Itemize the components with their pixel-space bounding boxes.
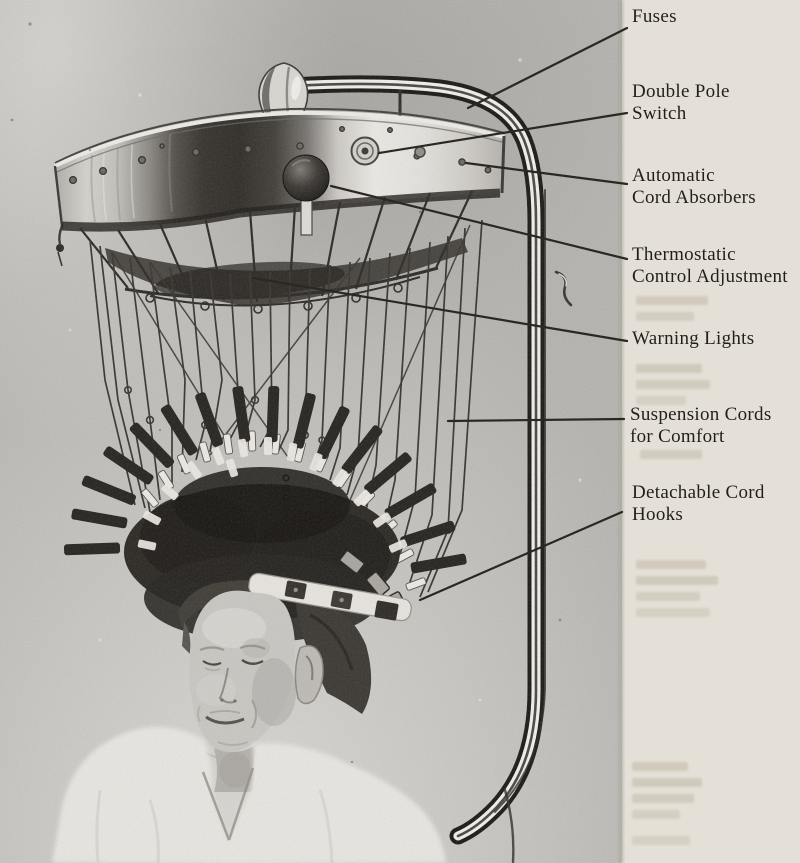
label-suspension-cords-for-comfort — [630, 404, 772, 448]
label-text: Suspension Cords — [630, 404, 772, 425]
label-text: Switch — [632, 103, 687, 124]
label-text: Control Adjustment — [632, 266, 788, 287]
label-warning-lights — [632, 328, 754, 350]
label-text: Fuses — [632, 6, 677, 27]
label-fuses — [632, 6, 677, 28]
label-text: Thermostatic — [632, 244, 736, 265]
label-text: Double Pole — [632, 81, 730, 102]
label-text: Detachable Cord — [632, 482, 765, 503]
label-detachable-cord-hooks — [632, 482, 765, 526]
label-text: Warning Lights — [632, 328, 755, 349]
label-text: for Comfort — [630, 426, 725, 447]
label-double-pole-switch — [632, 81, 730, 125]
label-automatic-cord-absorbers — [632, 165, 756, 209]
label-thermostatic-control-adjustment — [632, 244, 788, 288]
label-text: Automatic — [632, 165, 715, 186]
label-text: Hooks — [632, 504, 684, 525]
label-text: Cord Absorbers — [632, 187, 756, 208]
